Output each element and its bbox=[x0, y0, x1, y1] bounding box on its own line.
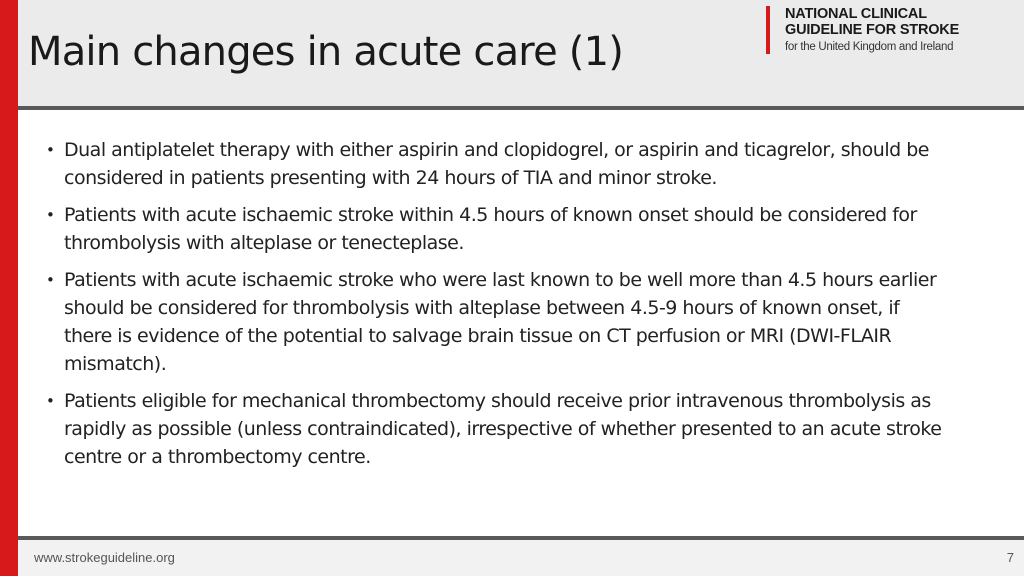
bullet-text: Patients with acute ischaemic stroke who were last known to be well more than 4.5 hours earlier should be considered for thrombolysis with alteplase between 4.5-9 hours of known onset, if there is evidence of the potential to salvage brain tissue on CT perfusion or MRI (DWI-FLAIR mismatch). bbox=[64, 269, 937, 375]
bullet-icon: • bbox=[46, 141, 55, 159]
bullet-list bbox=[46, 136, 946, 480]
bullet-icon: • bbox=[46, 392, 55, 410]
slide-title: Main changes in acute care (1) bbox=[28, 29, 624, 75]
bullet-item bbox=[46, 201, 946, 257]
page-number: 7 bbox=[1006, 550, 1014, 565]
bullet-item bbox=[46, 136, 946, 192]
logo-line-2: GUIDELINE FOR STROKE bbox=[785, 22, 960, 38]
footer-url: www.strokeguideline.org bbox=[34, 550, 175, 565]
bullet-item bbox=[46, 266, 946, 378]
logo-red-bar bbox=[766, 6, 770, 54]
bullet-text: Patients with acute ischaemic stroke within 4.5 hours of known onset should be considered for thrombolysis with alteplase or tenecteplase. bbox=[64, 204, 917, 254]
bullet-text: Patients eligible for mechanical thrombectomy should receive prior intravenous thrombolysis as rapidly as possible (unless contraindicated), irrespective of whether presented to an acute stroke centre or a thrombectomy centre. bbox=[64, 390, 942, 468]
bullet-icon: • bbox=[46, 206, 55, 224]
logo-line-3: for the United Kingdom and Ireland bbox=[785, 41, 954, 53]
bullet-icon: • bbox=[46, 271, 55, 289]
bullet-text: Dual antiplatelet therapy with either aspirin and clopidogrel, or aspirin and ticagrelor, should be considered in patients presenting with 24 hours of TIA and minor stroke. bbox=[64, 139, 929, 189]
logo-line-1: NATIONAL CLINICAL bbox=[785, 6, 927, 22]
bullet-item bbox=[46, 387, 946, 471]
guideline-logo bbox=[766, 6, 1002, 54]
accent-red-bar bbox=[0, 0, 18, 576]
